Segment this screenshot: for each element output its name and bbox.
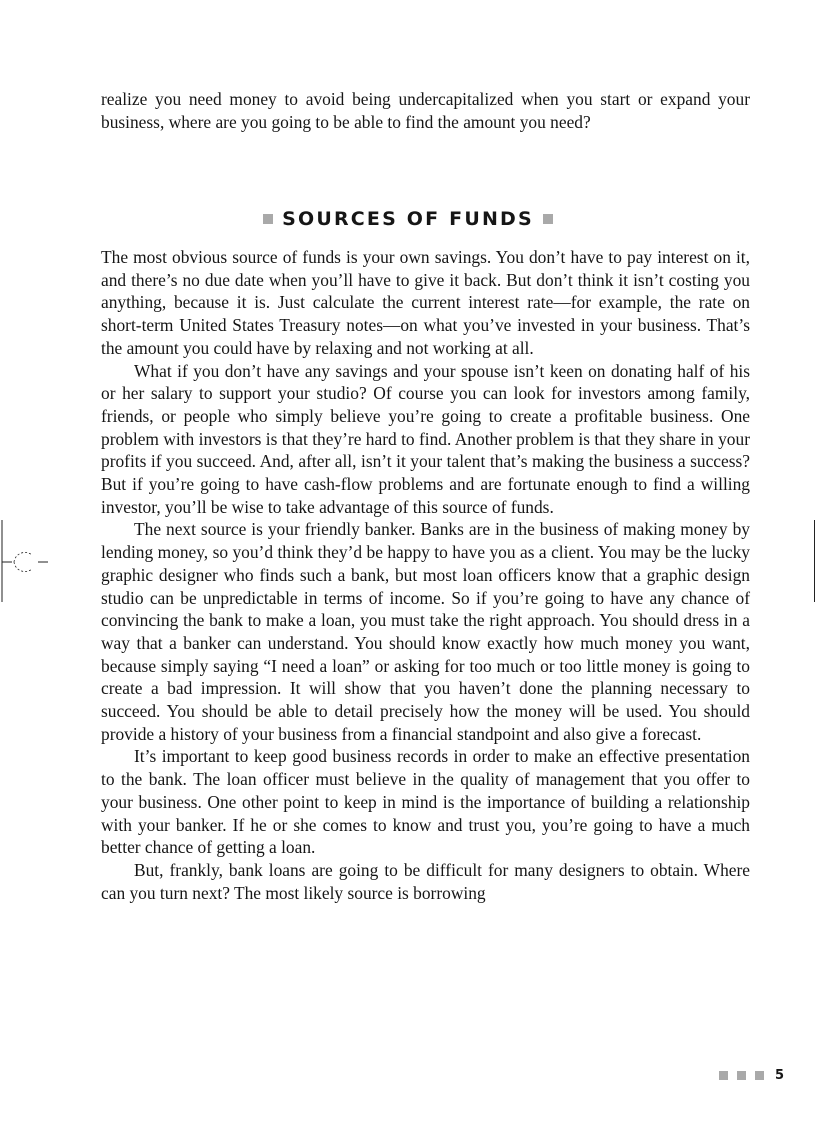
heading-ornament-right-icon	[543, 214, 553, 224]
footer-square-icon	[737, 1071, 746, 1080]
section-title: SOURCES OF FUNDS	[282, 208, 534, 230]
paragraph: The most obvious source of funds is your own savings. You don’t have to pay interest on it, and there’s no due date when you’ll have to give it back. But don’t think it isn’t costing you anything, because it is. Just calculate the current interest rate—for example, the rate on short-term United States Treasury notes—on what you’ve invested in your business. That’s the amount you could have by relaxing and not working at all.	[101, 247, 750, 358]
footer-square-icon	[719, 1071, 728, 1080]
body-text	[101, 246, 750, 904]
intro-paragraph: realize you need money to avoid being undercapitalized when you start or expand your business, where are you going to be able to find the amount you need?	[101, 89, 750, 132]
paragraph: But, frankly, bank loans are going to be difficult for many designers to obtain. Where can you turn next? The most likely source is borrowing	[101, 859, 750, 903]
page-footer	[719, 1068, 784, 1083]
section-heading	[0, 208, 816, 230]
page-number: 5	[774, 1068, 784, 1083]
paragraph: What if you don’t have any savings and your spouse isn’t keen on donating half of his or her salary to support your studio? Of course you can look for investors among family, friends, or people who simply believe you’re going to create a profitable business. One problem with investors is that they’re hard to find. Another problem is that they share in your profits if you succeed. And, after all, isn’t it your talent that’s making the business a success? But if you’re going to have cash-flow problems and are fortunate enough to find a willing investor, you’ll be wise to take advantage of this source of funds.	[101, 360, 750, 517]
crop-mark-left	[0, 518, 52, 604]
paragraph: It’s important to keep good business records in order to make an effective presentation to the bank. The loan officer must believe in the quality of management that you offer to your business. One other point to keep in mind is the importance of building a relationship with your banker. If he or she comes to know and trust you, you’re going to have a much better chance of getting a loan.	[101, 746, 750, 858]
heading-ornament-left-icon	[263, 214, 273, 224]
footer-square-icon	[755, 1071, 764, 1080]
paragraph: The next source is your friendly banker. Banks are in the business of making money by lending money, so you’d think they’d be happy to have you as a client. You may be the lucky graphic designer who finds such a bank, but most loan officers know that a graphic design studio can be unpredictable in terms of income. So if you’re going to have any chance of convincing the bank to make a loan, you must take the right approach. You should dress in a way that a banker can understand. You should know exactly how much money you want, because simply saying “I need a loan” or asking for too much or too little money is going to create a bad impression. It will show that you haven’t done the planning necessary to succeed. You should be able to detail precisely how the money will be used. You should provide a history of your business from a financial standpoint and also give a forecast.	[101, 519, 750, 744]
